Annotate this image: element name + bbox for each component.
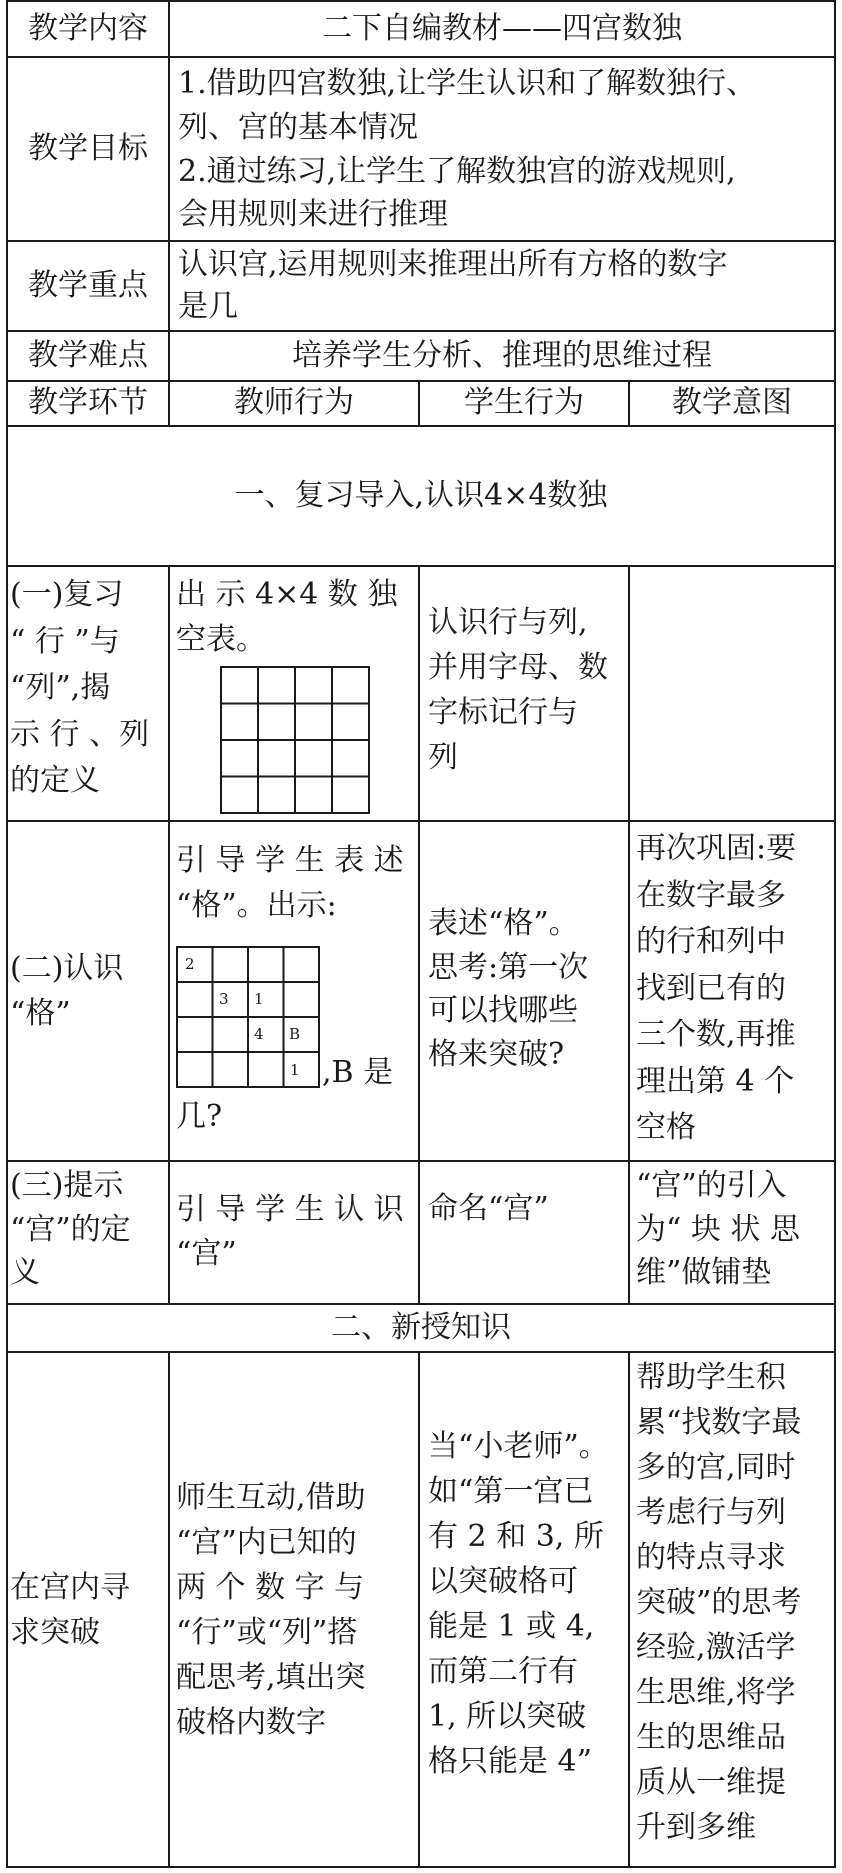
intent-line: 突破”的思考 <box>636 1585 802 1620</box>
col-divider <box>168 1351 170 1866</box>
intent-line: 升到多维 <box>636 1810 756 1845</box>
grid-number-r3c3: 4 <box>254 1025 264 1043</box>
content-value <box>170 2 834 56</box>
teacher-line: 配思考,填出突 <box>176 1659 366 1695</box>
teacher-line: “宫”内已知的 <box>176 1524 357 1560</box>
s1r1-stage <box>10 572 164 818</box>
grid-number-r4c4: 1 <box>290 1061 300 1079</box>
intent-line: 生的思维品 <box>636 1720 786 1755</box>
section1-title <box>8 427 834 565</box>
goal-line: 会用规则来进行推理 <box>178 197 448 233</box>
student-line: 表述“格”。 <box>428 906 579 941</box>
col-header-student <box>420 382 628 425</box>
col-header-text: 学生行为 <box>464 385 584 421</box>
s1r2-teacher-bottom <box>176 1096 296 1140</box>
grid-number-r2c3: 1 <box>254 990 264 1008</box>
student-line: 而第二行有 <box>428 1654 578 1689</box>
empty-4x4-sudoku-grid <box>220 666 370 814</box>
s1r3-stage <box>10 1164 166 1302</box>
col-divider <box>628 565 630 1303</box>
student-line: 列 <box>428 740 458 775</box>
goal-value <box>178 62 830 238</box>
student-line: 思考:第一次 <box>428 949 589 985</box>
intent-line: 多的宫,同时 <box>636 1450 796 1485</box>
student-line: 格只能是 4” <box>428 1744 592 1779</box>
teacher-line: 空表。 <box>176 622 266 657</box>
key-value <box>178 244 830 328</box>
intent-line: 累“找数字最 <box>636 1405 802 1440</box>
stage-line: (二)认识 <box>10 951 124 986</box>
student-line: 1, 所以突破 <box>428 1699 587 1734</box>
intent-line: 质从一维提 <box>636 1765 786 1800</box>
section1-title-text: 一、复习导入,认识4×4数独 <box>234 477 608 513</box>
col-header-stage <box>8 382 168 425</box>
student-line: 字标记行与 <box>428 695 578 730</box>
row-divider <box>6 1160 836 1162</box>
s1r2-stage <box>10 822 166 1160</box>
goal-label <box>8 58 168 240</box>
table-border-bottom <box>6 1866 836 1868</box>
stage-line: (一)复习 <box>10 577 124 612</box>
s1r1-student <box>428 600 624 800</box>
col-header-intent <box>630 382 834 425</box>
student-line: 格来突破? <box>428 1036 565 1072</box>
s1r3-student <box>428 1188 624 1238</box>
teacher-line: 引 导 学 生 认 识 <box>176 1192 404 1227</box>
difficulty-label-text: 教学难点 <box>28 337 148 373</box>
student-line: 当“小老师”。 <box>428 1429 609 1464</box>
col-divider <box>628 1351 630 1866</box>
teacher-line: 师生互动,借助 <box>176 1479 366 1515</box>
col-header-text: 教学意图 <box>672 385 792 421</box>
intent-line: 的行和列中 <box>636 924 786 959</box>
difficulty-value-text: 培养学生分析、推理的思维过程 <box>292 337 712 373</box>
s1r2-teacher-tail <box>322 1052 418 1096</box>
s2r1-teacher <box>176 1353 416 1866</box>
content-label-text: 教学内容 <box>28 10 148 46</box>
key-line: 认识宫,运用规则来推理出所有方格的数字 <box>178 247 728 282</box>
intent-line: 找到已有的 <box>636 970 786 1006</box>
row-divider <box>6 565 836 567</box>
teacher-line: 引 导 学 生 表 述 <box>176 843 404 878</box>
intent-line: 的特点寻求 <box>636 1540 786 1575</box>
content-label <box>8 2 168 56</box>
goal-line: 2.通过练习,让学生了解数独宫的游戏规则, <box>178 153 736 189</box>
intent-line: 帮助学生积 <box>636 1360 786 1395</box>
col-divider <box>418 565 420 1303</box>
s1r3-teacher <box>176 1188 416 1288</box>
key-line: 是几 <box>178 289 238 324</box>
intent-line: 空格 <box>636 1110 696 1145</box>
example-sudoku-grid <box>176 946 320 1088</box>
section2-title <box>8 1305 834 1351</box>
col-header-text: 教学环节 <box>28 385 148 421</box>
s1r2-intent <box>636 826 832 1156</box>
intent-line: 在数字最多 <box>636 877 786 913</box>
stage-line: (三)提示 <box>10 1168 124 1203</box>
student-line: 认识行与列, <box>428 605 588 640</box>
stage-line: 的定义 <box>10 763 100 798</box>
section2-title-text: 二、新授知识 <box>331 1309 511 1345</box>
student-line: 命名“宫” <box>428 1191 549 1226</box>
teacher-tail-text: ,B 是 <box>322 1055 394 1090</box>
content-value-text: 二下自编教材——四宫数独 <box>322 10 682 46</box>
teacher-bottom-text: 几? <box>176 1099 223 1134</box>
student-line: 可以找哪些 <box>428 993 578 1028</box>
student-line: 并用字母、数 <box>428 650 608 685</box>
col-header-teacher <box>170 382 418 425</box>
teacher-line: “格”。出示: <box>176 888 337 923</box>
intent-line: 生思维,将学 <box>636 1675 796 1710</box>
grid-number-r1c1: 2 <box>185 955 195 973</box>
intent-line: 为“ 块 状 思 <box>636 1211 800 1247</box>
intent-line: 经验,激活学 <box>636 1630 796 1665</box>
teacher-line: “宫” <box>176 1235 237 1271</box>
student-line: 有 2 和 3, 所 <box>428 1519 604 1554</box>
goal-line: 1.借助四宫数独,让学生认识和了解数独行、 <box>178 66 757 101</box>
goal-line: 列、宫的基本情况 <box>178 109 418 145</box>
stage-line: 示 行 、列 <box>10 716 150 752</box>
stage-line: “ 行 ”与 <box>10 623 120 659</box>
student-line: 以突破格可 <box>428 1564 578 1599</box>
intent-line: “宫”的引入 <box>636 1168 787 1203</box>
difficulty-value <box>170 332 834 380</box>
s2r1-intent <box>636 1355 832 1865</box>
stage-line: “宫”的定 <box>10 1211 131 1247</box>
stage-line: “列”,揭 <box>10 670 111 705</box>
key-label-text: 教学重点 <box>28 267 148 303</box>
stage-line: 求突破 <box>10 1614 100 1650</box>
stage-line: “格” <box>10 996 71 1031</box>
student-line: 能是 1 或 4, <box>428 1609 595 1644</box>
teacher-line: 破格内数字 <box>176 1704 326 1740</box>
s2r1-stage <box>10 1353 166 1866</box>
intent-line: 再次巩固:要 <box>636 831 797 866</box>
grid-number-r3c4: B <box>289 1025 301 1043</box>
col-divider <box>168 565 170 1303</box>
goal-label-text: 教学目标 <box>28 130 148 166</box>
teacher-line: 出 示 4×4 数 独 <box>176 577 398 612</box>
teacher-line: 两 个 数 字 与 <box>176 1569 365 1605</box>
teacher-line: “行”或“列”搭 <box>176 1614 358 1650</box>
difficulty-label <box>8 332 168 380</box>
intent-line: 考虑行与列 <box>636 1495 786 1530</box>
intent-line: 维”做铺垫 <box>636 1255 772 1290</box>
grid-number-r2c2: 3 <box>219 990 229 1008</box>
s2r1-student <box>428 1424 624 1784</box>
s1r2-teacher <box>176 838 416 938</box>
s1r2-student <box>428 902 624 1092</box>
s1r3-intent <box>636 1164 832 1302</box>
student-line: 如“第一宫已 <box>428 1474 594 1509</box>
stage-line: 在宫内寻 <box>10 1569 130 1605</box>
col-divider <box>418 1351 420 1866</box>
stage-line: 义 <box>10 1255 40 1290</box>
col-header-text: 教师行为 <box>234 385 354 421</box>
table-border-right <box>834 0 836 1868</box>
intent-line: 理出第 4 个 <box>636 1063 795 1099</box>
intent-line: 三个数,再推 <box>636 1017 796 1052</box>
key-label <box>8 242 168 330</box>
